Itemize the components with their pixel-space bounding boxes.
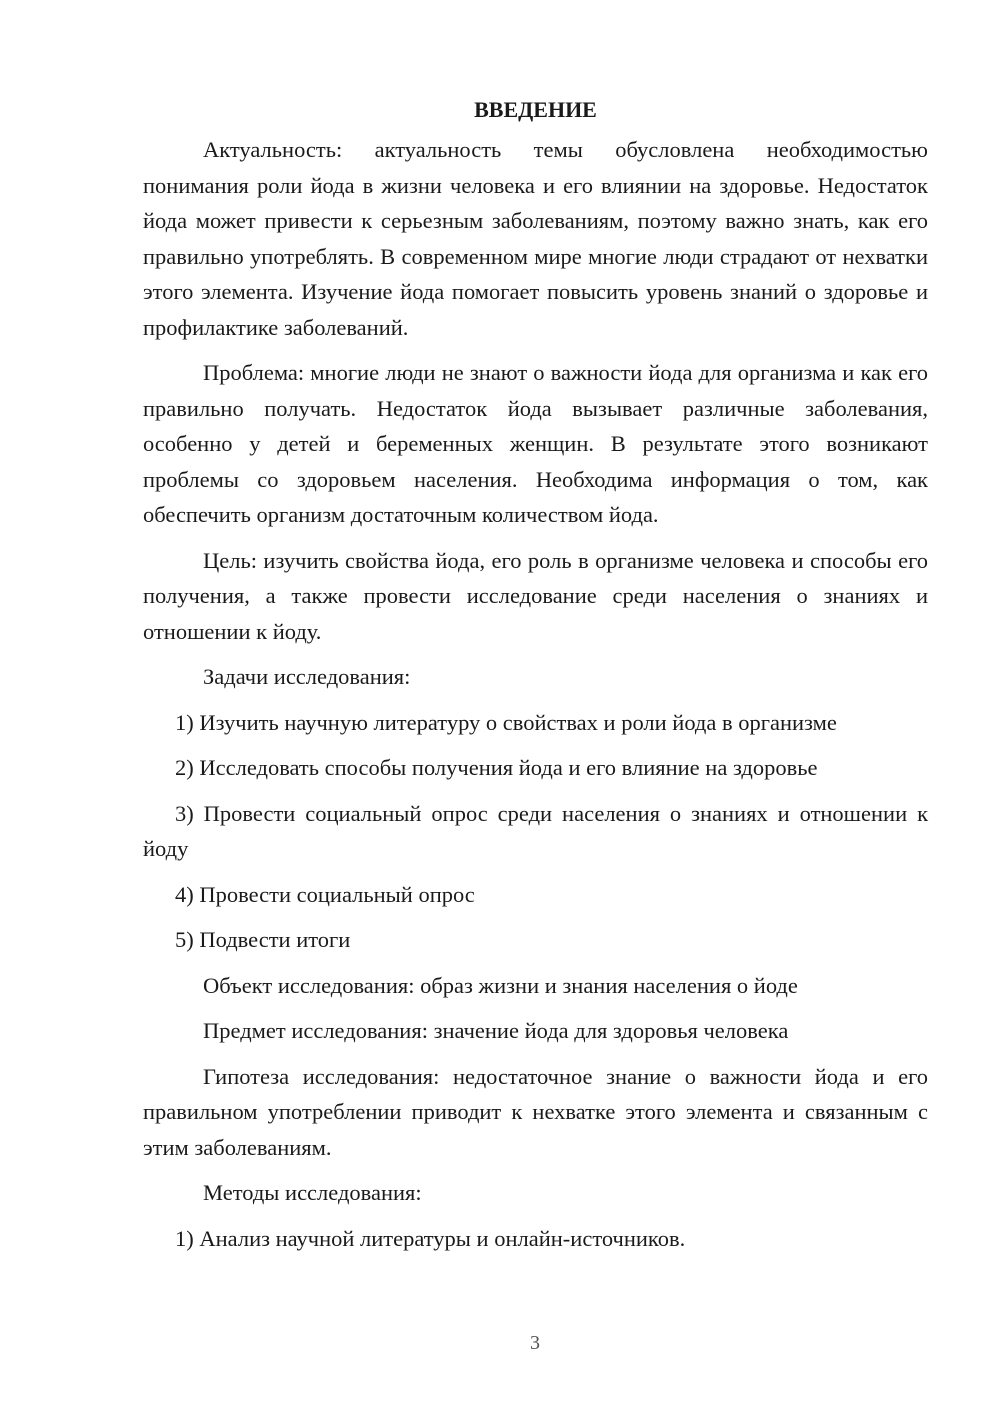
task-item-5: 5) Подвести итоги	[175, 927, 351, 952]
research-hypothesis: Гипотеза исследования: недостаточное знание о важности йода и его правильном употреблении приводит к нехватке этого элемента и связанным с этим заболеваниям.	[143, 1063, 928, 1160]
method-item-1: 1) Анализ научной литературы и онлайн-источников.	[175, 1225, 686, 1251]
tasks-heading: Задачи исследования:	[203, 664, 411, 689]
research-subject: Предмет исследования: значение йода для здоровья человека	[203, 1018, 789, 1043]
task-item-3: 3) Провести социальный опрос среди населения о знаниях и отношении к йоду	[143, 800, 928, 861]
page-number: 3	[530, 1332, 540, 1354]
paragraph-relevance: Актуальность: актуальность темы обусловлена необходимостью понимания роли йода в жизни человека и его влиянии на здоровье. Недостаток йода может привести к серьезным заболеваниям, поэтому важно знать, как его правильно употреблять. В современном мире многие люди страдают от нехватки этого элемента. Изучение йода помогает повысить уровень знаний о здоровье и профилактике заболеваний.	[143, 137, 928, 340]
task-item-4: 4) Провести социальный опрос	[175, 881, 475, 907]
methods-heading: Методы исследования:	[203, 1180, 422, 1205]
section-title: ВВЕДЕНИЕ	[474, 97, 597, 122]
task-item-2: 2) Исследовать способы получения йода и его влияние на здоровье	[175, 755, 818, 780]
paragraph-goal: Цель: изучить свойства йода, его роль в организме человека и способы его получения, а также провести исследование среди населения о знаниях и отношении к йоду.	[143, 547, 928, 644]
paragraph-problem: Проблема: многие люди не знают о важности йода для организма и как его правильно получать. Недостаток йода вызывает различные заболевания, особенно у детей и беременных женщин. В результате этого возникают проблемы со здоровьем населения. Необходима информация о том, как обеспечить организм достаточным количеством йода.	[143, 360, 928, 527]
research-object: Объект исследования: образ жизни и знания населения о йоде	[203, 972, 798, 998]
document-page	[143, 88, 928, 1256]
task-item-1: 1) Изучить научную литературу о свойствах и роли йода в организме	[175, 709, 837, 735]
